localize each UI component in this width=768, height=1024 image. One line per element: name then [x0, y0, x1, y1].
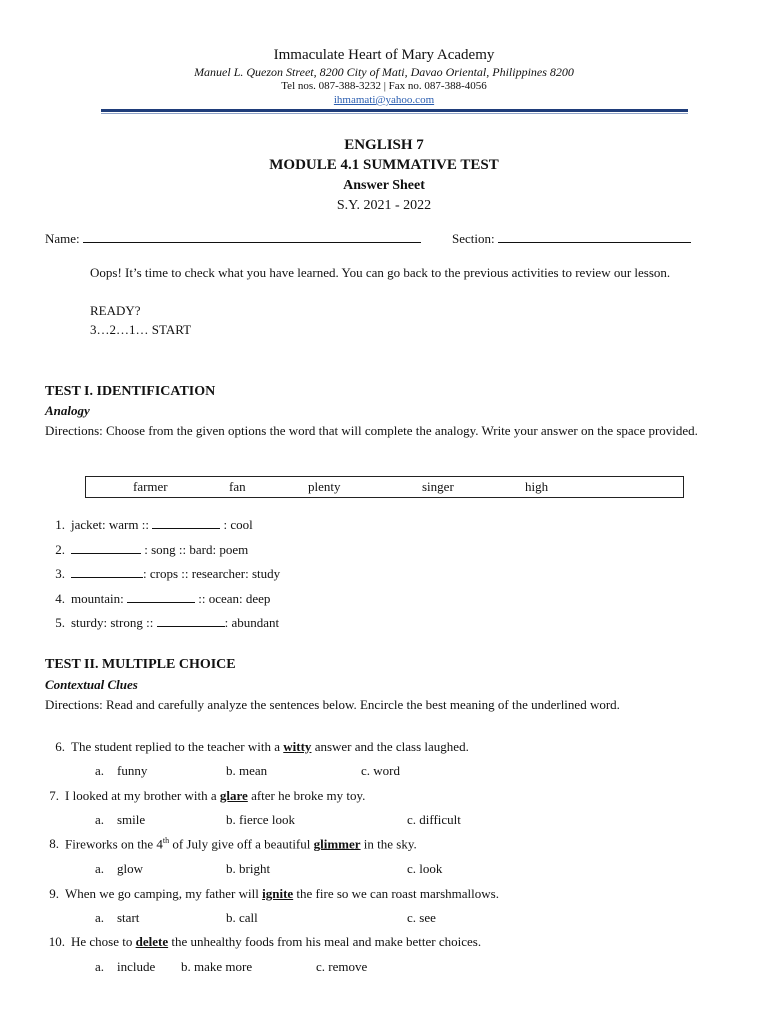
school-phone: Tel nos. 087-388-3232 | Fax no. 087-388-4056 — [281, 80, 487, 92]
ready-text: READY? — [90, 303, 141, 318]
section-blank[interactable] — [498, 230, 691, 243]
item-number: 1. — [55, 517, 65, 532]
analogy-item — [45, 541, 248, 558]
choice-b[interactable]: b. bright — [226, 861, 271, 876]
question-text: The student replied to the teacher with a — [71, 739, 284, 754]
question-text: I looked at my brother with a — [65, 788, 220, 803]
choice-b[interactable]: b. fierce look — [226, 812, 295, 827]
item-text: : crops :: researcher: study — [143, 566, 281, 581]
subject-title: ENGLISH 7 — [344, 137, 424, 153]
choice-a[interactable]: funny — [117, 763, 148, 778]
header-divider — [101, 109, 688, 112]
option-word: high — [525, 479, 549, 494]
analogy-item — [45, 590, 270, 607]
question-text: in the sky. — [360, 836, 417, 852]
school-address: Manuel L. Quezon Street, 8200 City of Mati, Davao Oriental, Philippines 8200 — [194, 65, 574, 79]
option-word: fan — [229, 479, 246, 494]
analogy-item — [45, 614, 279, 631]
answer-blank[interactable] — [152, 516, 220, 529]
question-text: the unhealthy foods from his meal and make better choices. — [168, 934, 482, 949]
item-number: 10. — [48, 934, 65, 949]
test2-heading: TEST II. MULTIPLE CHOICE — [45, 657, 236, 672]
test1-heading: TEST I. IDENTIFICATION — [45, 384, 216, 399]
option-word: plenty — [308, 479, 341, 494]
choice-c[interactable]: c. remove — [316, 959, 368, 974]
question-text: of July give off a beautiful — [169, 836, 314, 852]
question-text: Fireworks on the 4 — [65, 836, 163, 852]
item-text: sturdy: strong :: — [71, 615, 157, 630]
item-text: mountain: — [71, 591, 127, 606]
school-email-link[interactable] — [0, 94, 768, 106]
choice-c[interactable]: c. look — [407, 861, 443, 876]
test1-directions: Directions: Choose from the given options the word that will complete the analogy. Write your answer on the space provided. — [45, 423, 698, 438]
intro-text: Oops! It’s time to check what you have learned. You can go back to the previous activities to review our lesson. — [90, 265, 671, 280]
underlined-word: ignite — [262, 886, 294, 901]
item-text: :: ocean: deep — [194, 591, 271, 606]
mc-question — [45, 739, 469, 755]
underlined-word: glare — [219, 788, 248, 803]
item-number: 9. — [49, 886, 59, 901]
answer-blank[interactable] — [157, 614, 225, 627]
sheet-title: Answer Sheet — [343, 178, 425, 193]
choice-c[interactable]: c. see — [407, 910, 436, 925]
item-text: : song :: bard: poem — [141, 542, 249, 557]
question-text: the fire so we can roast marshmallows. — [293, 886, 499, 901]
item-number: 5. — [55, 615, 65, 630]
question-text: answer and the class laughed. — [311, 739, 469, 754]
choice-b[interactable]: b. mean — [226, 763, 268, 778]
choice-label: a. — [95, 861, 105, 876]
choice-label: a. — [95, 910, 105, 925]
mc-question — [45, 788, 365, 804]
choice-a[interactable]: glow — [117, 861, 143, 876]
item-text: jacket: warm :: — [71, 517, 153, 532]
item-number: 4. — [55, 591, 65, 606]
test2-subheading: Contextual Clues — [45, 677, 138, 692]
option-word: farmer — [133, 479, 168, 494]
answer-blank[interactable] — [71, 565, 143, 578]
section-field[interactable] — [452, 230, 691, 247]
mc-question — [45, 886, 499, 902]
superscript: th — [162, 836, 170, 845]
analogy-item — [45, 565, 280, 582]
name-blank[interactable] — [83, 230, 421, 243]
choice-c[interactable]: c. word — [361, 763, 400, 778]
test1-subheading: Analogy — [45, 403, 90, 418]
choice-a[interactable]: start — [117, 910, 140, 925]
underlined-word: witty — [283, 739, 312, 754]
question-text: after he broke my toy. — [247, 788, 366, 803]
school-year: S.Y. 2021 - 2022 — [336, 198, 432, 213]
name-field[interactable] — [45, 230, 421, 247]
answer-blank[interactable] — [71, 541, 141, 554]
header-divider-thin — [101, 113, 688, 114]
question-text: He chose to — [71, 934, 136, 949]
word-options-box — [85, 476, 684, 498]
option-word: singer — [422, 479, 454, 494]
item-text: : cool — [220, 517, 253, 532]
choice-label: a. — [95, 812, 105, 827]
item-number: 7. — [49, 788, 59, 803]
choice-label: a. — [95, 763, 105, 778]
item-text: : abundant — [224, 615, 280, 630]
item-number: 3. — [55, 566, 65, 581]
choice-a[interactable]: include — [117, 959, 156, 974]
choice-label: a. — [95, 959, 105, 974]
email-text[interactable]: ihmamati@yahoo.com — [333, 94, 435, 106]
choice-b[interactable]: b. call — [226, 910, 258, 925]
section-label: Section: — [452, 231, 495, 246]
analogy-item — [45, 516, 253, 533]
underlined-word: glimmer — [313, 836, 361, 852]
name-label: Name: — [45, 231, 80, 246]
school-name: Immaculate Heart of Mary Academy — [273, 47, 495, 63]
choice-c[interactable]: c. difficult — [407, 812, 461, 827]
answer-blank[interactable] — [127, 590, 195, 603]
module-title: MODULE 4.1 SUMMATIVE TEST — [269, 157, 499, 173]
mc-question — [45, 934, 481, 950]
test2-directions: Directions: Read and carefully analyze the sentences below. Encircle the best meaning of the underlined word. — [45, 697, 620, 712]
item-number: 6. — [55, 739, 65, 754]
item-number: 8. — [49, 836, 59, 852]
mc-question — [45, 836, 417, 852]
item-number: 2. — [55, 542, 65, 557]
choice-a[interactable]: smile — [117, 812, 146, 827]
countdown-text: 3…2…1… START — [90, 322, 192, 337]
underlined-word: delete — [135, 934, 169, 949]
choice-b[interactable]: b. make more — [181, 959, 253, 974]
question-text: When we go camping, my father will — [65, 886, 263, 901]
